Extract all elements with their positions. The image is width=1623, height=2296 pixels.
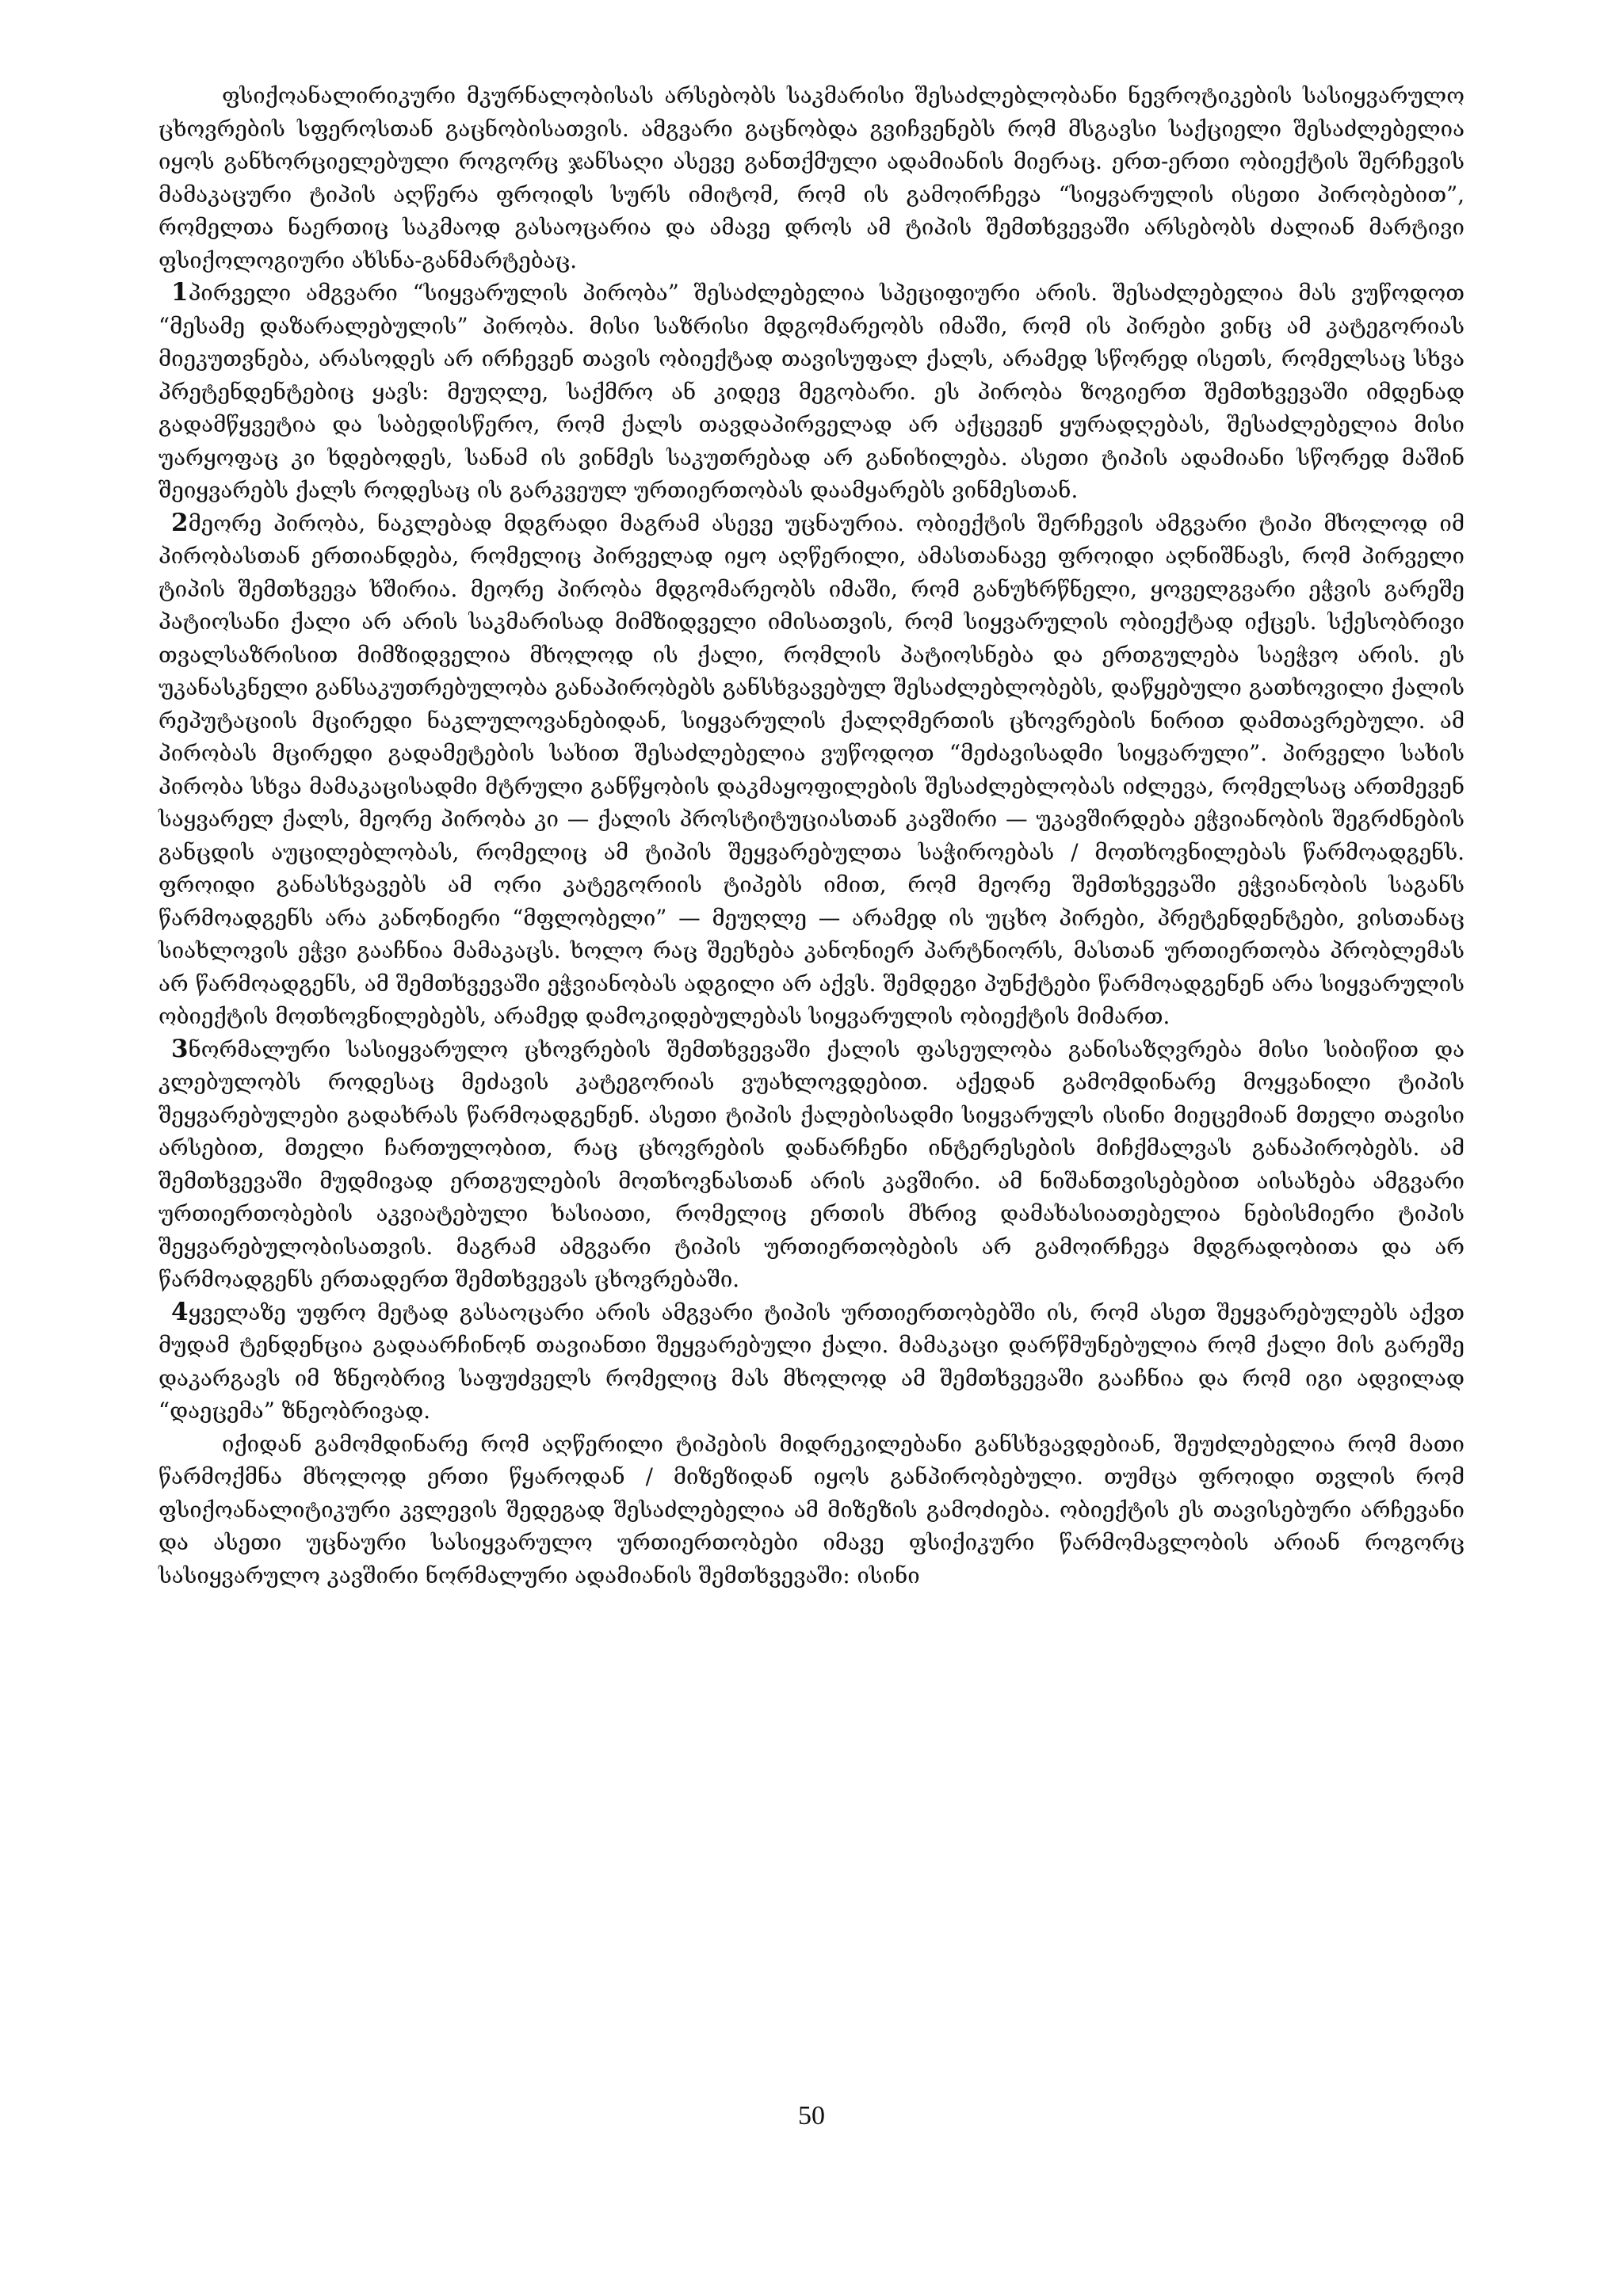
document-body xyxy=(158,79,1465,2218)
closing-paragraph: იქიდან გამომდინარე რომ აღწერილი ტიპების მიდრეკილებანი განსხვავდებიან, შეუძლებელია რომ მათი წარმოქმნა მხოლოდ ერთი წყაროდან / მიზეზიდან იყოს განპირობებული. თუმცა ფროიდი თვლის რომ ფსიქოანალიტიკური კვლევის შედეგად შესაძლებელია ამ მიზეზის გამოძიება. ობიექტის ეს თავისებური არჩევანი და ასეთი უცნაური სასიყვარულო ურთიერთობები იმავე ფსიქიკური წარმომავლობის არიან როგორც სასიყვარულო კავშირი ნორმალური ადამიანის შემთხვევაში: ისინი xyxy=(158,1430,1465,1589)
item-text: მეორე პირობა, ნაკლებად მდგრადი მაგრამ ასევე უცნაურია. ობიექტის შერჩევის ამგვარი ტიპი მხოლოდ იმ პირობასთან ერთიანდება, რომელიც პირველად იყო აღწერილი, ამასთანავე ფროიდი აღნიშნავს, რომ პირველი ტიპის შემთხვევა ხშირია. მეორე პირობა მდგომარეობს იმაში, რომ განუხრწნელი, ყოველგვარი ეჭვის გარეშე პატიოსანი ქალი არ არის საკმარისად მიმზიდველი იმისათვის, რომ სიყვარულის ობიექტად იქცეს. სქესობრივი თვალსაზრისით მიმზიდველია მხოლოდ ის ქალი, რომლის პატიოსნება და ერთგულება საეჭვო არის. ეს უკანასკნელი განსაკუთრებულობა განაპირობებს განსხვავებულ შესაძლებლობებს, დაწყებული გათხოვილი ქალის რეპუტაციის მცირედი ნაკლულოვანებიდან, სიყვარულის ქალღმერთის ცხოვრების ნირით დამთავრებული. ამ პირობას მცირედი გადამეტების სახით შესაძლებელია ვუწოდოთ “მეძავისადმი სიყვარული”. პირველი სახის პირობა სხვა მამაკაცისადმი მტრული განწყობის დაკმაყოფილების შესაძლებლობას იძლევა, რომელსაც ართმევენ საყვარელ ქალს, მეორე პირობა კი — ქალის პროსტიტუციასთან კავშირი — უკავშირდება ეჭვიანობის შეგრძნების განცდის აუცილებლობას, რომელიც ამ ტიპის შეყვარებულთა საჭიროებას / მოთხოვნილებას წარმოადგენს. ფროიდი განასხვავებს ამ ორი კატეგორიის ტიპებს იმით, რომ მეორე შემთხვევაში ეჭვიანობის საგანს წარმოადგენს არა კანონიერი “მფლობელი” — მეუღლე — არამედ ის უცხო პირები, პრეტენდენტები, ვისთანაც სიახლოვის ეჭვი გააჩნია მამაკაცს. ხოლო რაც შეეხება კანონიერ პარტნიორს, მასთან ურთიერთობა პრობლემას არ წარმოადგენს, ამ შემთხვევაში ეჭვიანობას ადგილი არ აქვს. შემდეგი პუნქტები წარმოადგენენ არა სიყვარულის ობიექტის მოთხოვნილებებს, არამედ დამოკიდებულებას სიყვარულის ობიექტის მიმართ. xyxy=(158,509,1465,1029)
numbered-paragraph-3 xyxy=(158,1033,1465,1296)
item-number: 2 xyxy=(171,508,189,537)
item-text: ნორმალური სასიყვარულო ცხოვრების შემთხვევაში ქალის ფასეულობა განისაზღვრება მისი სიბიწით და კლებულობს როდესაც მეძავის კატეგორიას ვუახლოვდებით. აქედან გამომდინარე მოყვანილი ტიპის შეყვარებულები გადახრას წარმოადგენენ. ასეთი ტიპის ქალებისადმი სიყვარულს ისინი მიეცემიან მთელი თავისი არსებით, მთელი ჩართულობით, რაც ცხოვრების დანარჩენი ინტერესების მიჩქმალვას განაპირობებს. ამ შემთხვევაში მუდმივად ერთგულების მოთხოვნასთან არის კავშირი. ამ ნიშანთვისებებით აისახება ამგვარი ურთიერთობების აკვიატებული ხასიათი, რომელიც ერთის მხრივ დამახასიათებელია ნებისმიერი ტიპის შეყვარებულობისათვის. მაგრამ ამგვარი ტიპის ურთიერთობების არ გამოირჩევა მდგრადობითა და არ წარმოადგენს ერთადერთ შემთხვევას ცხოვრებაში. xyxy=(158,1035,1465,1292)
item-number: 4 xyxy=(171,1297,189,1326)
numbered-paragraph-1 xyxy=(158,277,1465,507)
numbered-paragraph-2 xyxy=(158,507,1465,1033)
item-number: 1 xyxy=(171,278,189,307)
item-text: ყველაზე უფრო მეტად გასაოცარი არის ამგვარი ტიპის ურთიერთობებში ის, რომ ასეთ შეყვარებულებს აქვთ მუდამ ტენდენცია გადაარჩინონ თავიანთი შეყვარებული ქალი. მამაკაცი დარწმუნებულია რომ ქალი მის გარეშე დაკარგავს იმ ზნეობრივ საფუძველს რომელიც მას მხოლოდ ამ შემთხვევაში გააჩნია და რომ იგი ადვილად “დაეცემა” ზნეობრივად. xyxy=(158,1299,1465,1424)
item-number: 3 xyxy=(171,1034,189,1063)
item-text: პირველი ამგვარი “სიყვარულის პირობა” შესაძლებელია სპეციფიური არის. შესაძლებელია მას ვუწოდოთ “მესამე დაზარალებულის” პირობა. მისი საზრისი მდგომარეობს იმაში, რომ ის პირები ვინც ამ კატეგორიას მიეკუთვნება, არასოდეს არ ირჩევენ თავის ობიექტად თავისუფალ ქალს, არამედ სწორედ ისეთს, რომელსაც სხვა პრეტენდენტებიც ყავს: მეუღლე, საქმრო ან კიდევ მეგობარი. ეს პირობა ზოგიერთ შემთხვევაში იმდენად გადამწყვეტია და საბედისწერო, რომ ქალს თავდაპირველად არ აქცევენ ყურადღებას, შესაძლებელია მისი უარყოფაც კი ხდებოდეს, სანამ ის ვინმეს საკუთრებად არ განიხილება. ასეთი ტიპის ადამიანი სწორედ მაშინ შეიყვარებს ქალს როდესაც ის გარკვეულ ურთიერთობას დაამყარებს ვინმესთან. xyxy=(158,280,1465,503)
page-number: 50 xyxy=(798,2101,825,2130)
intro-paragraph: ფსიქოანალირიკური მკურნალობისას არსებობს საკმარისი შესაძლებლობანი ნევროტიკების სასიყვარულო ცხოვრების სფეროსთან გაცნობისათვის. ამგვარი გაცნობდა გვიჩვენებს რომ მსგავსი საქციელი შესაძლებელია იყოს განხორციელებული როგორც ჯანსაღი ასევე განთქმული ადამიანის მიერაც. ერთ-ერთი ობიექტის შერჩევის მამაკაცური ტიპის აღწერა ფროიდს სურს იმიტომ, რომ ის გამოირჩევა “სიყვარულის ისეთი პირობებით”, რომელთა ნაერთიც საკმაოდ გასაოცარია და ამავე დროს ამ ტიპის შემთხვევაში არსებობს ძალიან მარტივი ფსიქოლოგიური ახსნა-განმარტებაც. xyxy=(158,82,1465,273)
numbered-paragraph-4 xyxy=(158,1296,1465,1428)
